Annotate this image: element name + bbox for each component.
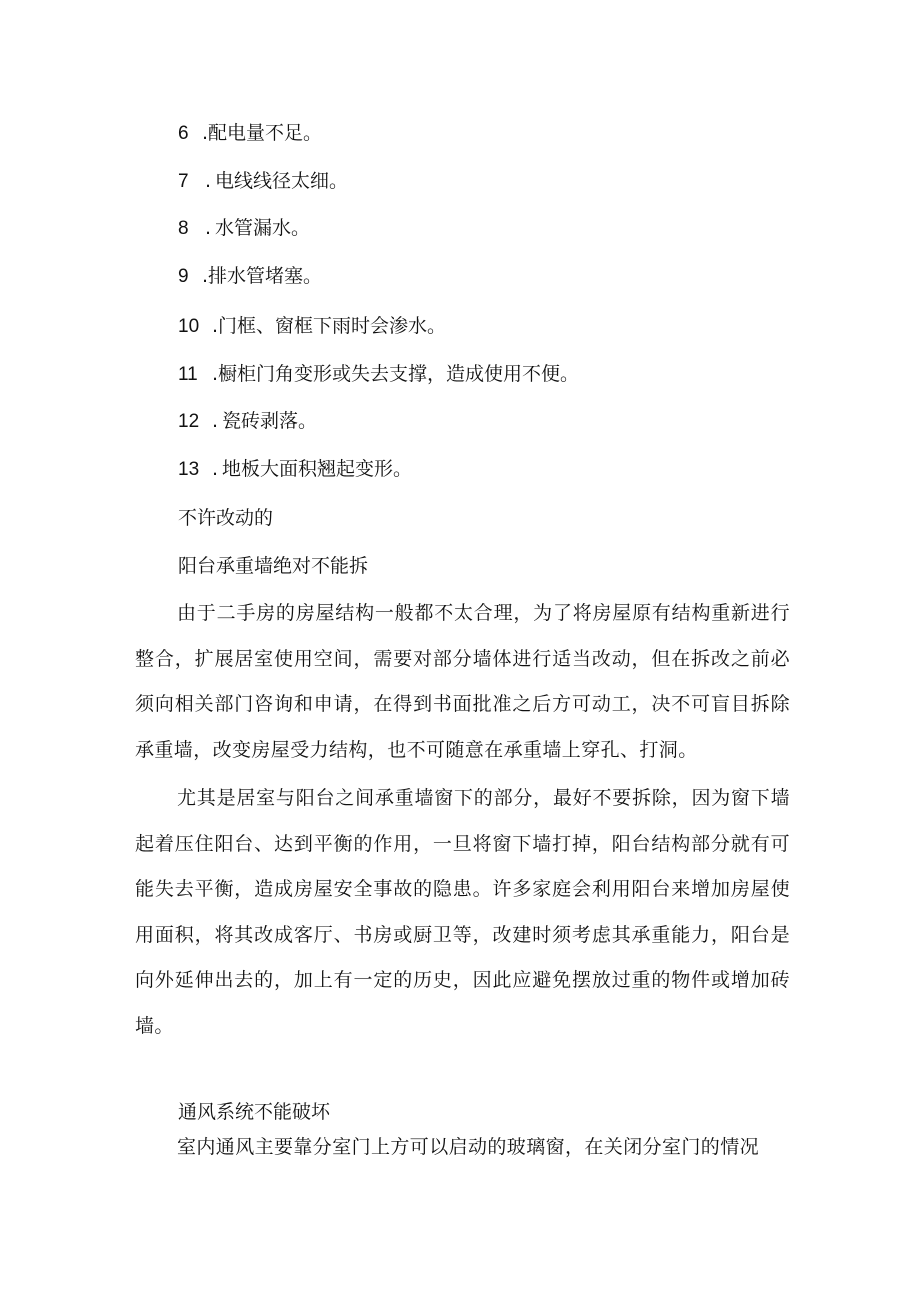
list-item-text: 电线线径太细。 [215,170,349,192]
list-item-number: 13 [178,459,200,480]
list-item-text: 橱柜门角变形或失去支撑，造成使用不便。 [218,363,580,385]
list-item-number: 9 [178,266,189,287]
list-item-number: 6 [178,123,189,144]
body-paragraph: 尤其是居室与阳台之间承重墙窗下的部分，最好不要拆除，因为窗下墙起着压住阳台、达到平衡的作用，一旦将窗下墙打掉，阳台结构部分就有可能失去平衡，造成房屋安全事故的隐患。许多家庭会利用阳台来增加房屋使用面积，将其改成客厅、书房或厨卫等，改建时须考虑其承重能力，阳台是向外延伸出去的，加上有一定的历史，因此应避免摆放过重的物件或增加砖墙。 [135,787,790,1037]
list-item [178,313,446,340]
list-item-separator: . [212,363,219,385]
list-item [178,408,317,435]
list-item-separator: . [212,410,219,432]
list-item-text: 配电量不足。 [208,122,323,144]
list-item-separator: . [205,217,212,239]
list-item [178,215,310,242]
list-item [178,263,322,290]
list-item-number: 12 [178,411,200,432]
list-item [178,120,322,147]
body-paragraph: 由于二手房的房屋结构一般都不太合理，为了将房屋原有结构重新进行整合，扩展居室使用空间，需要对部分墙体进行适当改动，但在拆改之前必须向相关部门咨询和申请，在得到书面批准之后方可动工，决不可盲目拆除承重墙，改变房屋受力结构，也不可随意在承重墙上穿孔、打洞。 [135,602,790,761]
list-item [178,361,579,388]
list-item-text: 排水管堵塞。 [208,265,323,287]
list-item-separator: . [212,458,219,480]
section-heading: 不许改动的 [178,507,274,529]
list-item-number: 10 [178,316,200,337]
list-item-separator: . [202,122,209,144]
list-item-text: 门框、窗框下雨时会渗水。 [218,315,447,337]
list-item-separator: . [202,265,209,287]
list-item-text: 水管漏水。 [215,217,311,239]
section-heading: 阳台承重墙绝对不能拆 [178,555,369,577]
list-item-number: 7 [178,171,189,192]
list-item [178,456,412,483]
list-item-number: 8 [178,218,189,239]
list-item-separator: . [205,170,212,192]
list-item-text: 瓷砖剥落。 [222,410,318,432]
list-item-number: 11 [178,364,198,385]
section-heading: 通风系统不能破坏 [178,1101,331,1123]
list-item [178,168,348,195]
list-item-text: 地板大面积翘起变形。 [222,458,413,480]
body-paragraph: 室内通风主要靠分室门上方可以启动的玻璃窗，在关闭分室门的情况 [177,1136,760,1158]
list-item-separator: . [212,315,219,337]
